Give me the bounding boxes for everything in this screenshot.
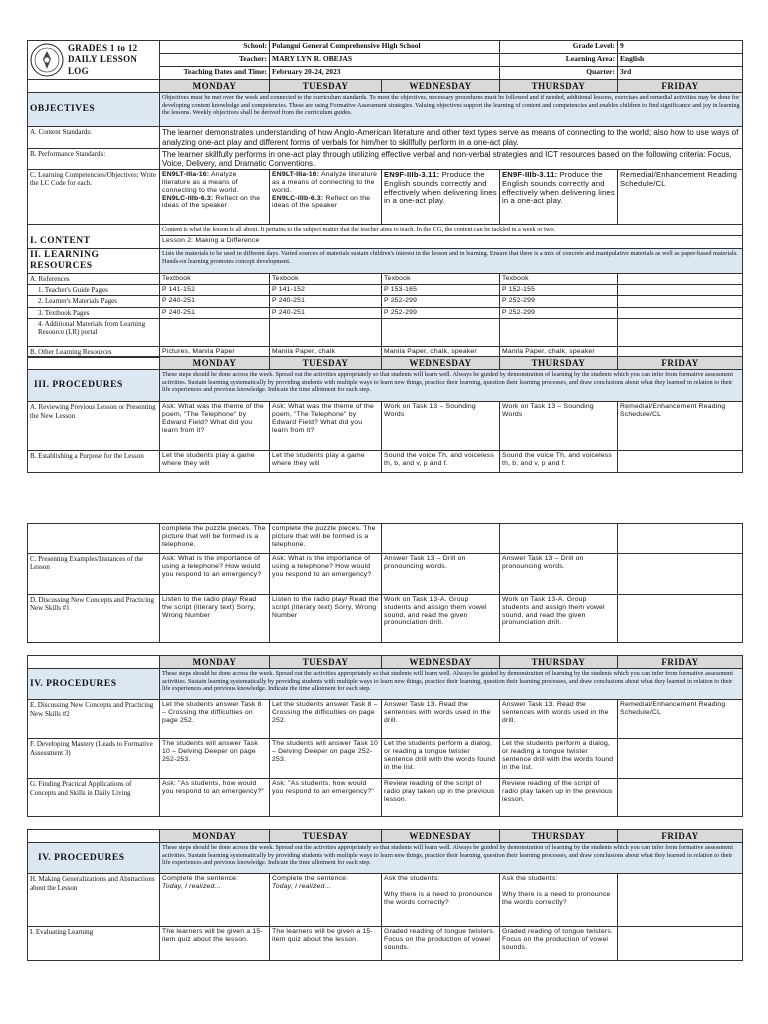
step-g-wednesday: Review reading of the script of radio play taken up in the previous lesson. — [382, 779, 500, 817]
step-c-tuesday: Ask: What is the importance of using a telephone? How would you respond to an emergency? — [270, 554, 382, 595]
day-tuesday: TUESDAY — [270, 357, 382, 370]
procedures-note: These steps should be done across the week. Spread out the activities appropriately so that students will learn well. Always be guided by demonstration of learning by the students which you can infer from formative assessment activities. Sustain learning systematically by providing students with multiple ways to learn new things, practice their learning, question their learning processes, and draw conclusions about what they learned in relation to their life experiences and previous knowledge. Indicate the time allotment for each step. — [160, 843, 743, 874]
step-e-friday: Remedial/Enhancement Reading Schedule/CL — [618, 700, 743, 739]
lm-tuesday: P 240-251 — [270, 296, 382, 307]
day-tuesday: TUESDAY — [270, 656, 382, 669]
competencies-label: C. Learning Competencies/Objectives: Write the LC Code for each. — [28, 170, 160, 225]
content-heading: I. CONTENT — [28, 235, 160, 248]
step-a-tuesday: Ask: What was the theme of the poem, "The Telephone" by Edward Field? What did you learn from it? — [270, 402, 382, 451]
procedures-table-1 — [27, 356, 743, 473]
ref-thursday: Texbook — [500, 273, 618, 284]
step-g-tuesday: Ask: "As students, how would you respond to an emergency?" — [270, 779, 382, 817]
step-i-thursday: Graded reading of tongue twisters. Focus on the production of vowel sounds. — [500, 927, 618, 961]
step-i-tuesday: The learners will be given a 15-item quiz about the lesson. — [270, 927, 382, 961]
quarter-value: 3rd — [618, 67, 743, 80]
dates-label: Teaching Dates and Time: — [160, 67, 270, 80]
step-b-wednesday: Sound the voice Th, and voiceless th, b, and v, p and f. — [382, 451, 500, 473]
other-tuesday: Manila Paper, chalk — [270, 346, 382, 357]
step-a-wednesday: Work on Task 13 – Sounding Words — [382, 402, 500, 451]
step-b-monday: Let the students play a game where they will — [160, 451, 270, 473]
step-e-wednesday: Answer Task 13. Read the sentences with words used in the drill. — [382, 700, 500, 739]
step-d-tuesday: Listen to the radio play/ Read the script (literary text) Sorry, Wrong Number — [270, 595, 382, 643]
title-block — [28, 41, 160, 80]
step-h-thursday: Ask the students: Why there is a need to pronounce the words correctly? — [500, 874, 618, 927]
day-friday: FRIDAY — [618, 357, 743, 370]
step-b-cont-monday: complete the puzzle pieces. The picture that will be formed is a telephone. — [160, 524, 270, 554]
quarter-label: Quarter: — [500, 67, 618, 80]
references-label: A. References — [28, 273, 160, 284]
step-b-label: B. Establishing a Purpose for the Lesson — [28, 451, 160, 473]
title-line-3: LOG — [68, 65, 89, 76]
day-friday: FRIDAY — [618, 830, 743, 843]
step-c-thursday: Answer Task 13 – Drill on pronouncing words. — [500, 554, 618, 595]
competency-friday: Remedial/Enhancement Reading Schedule/CL — [618, 170, 743, 225]
day-wednesday: WEDNESDAY — [382, 830, 500, 843]
day-monday: MONDAY — [160, 357, 270, 370]
step-h-label: H. Making Generalizations and Abstractions about the Lesson — [28, 874, 160, 927]
step-h-wednesday: Ask the students: Why there is a need to pronounce the words correctly? — [382, 874, 500, 927]
other-monday: Pictures, Manila Paper — [160, 346, 270, 357]
step-h-tuesday: Complete the sentence: Today, I realized... — [270, 874, 382, 927]
step-f-tuesday: The students will answer Task 10 – Delving Deeper on page 252-253. — [270, 739, 382, 779]
step-i-wednesday: Graded reading of tongue twisters. Focus on the production of vowel sounds. — [382, 927, 500, 961]
step-e-tuesday: Let the students answer Task 8 – Crossing the difficulties on page 252. — [270, 700, 382, 739]
tb-thursday: P 252-299 — [500, 307, 618, 318]
step-b-tuesday: Let the students play a game where they will — [270, 451, 382, 473]
step-e-thursday: Answer Task 13. Read the sentences with words used in the drill. — [500, 700, 618, 739]
grade-value: 9 — [618, 41, 743, 54]
procedures-table-3 — [27, 655, 743, 817]
step-b-thursday: Sound the voice Th, and voiceless th, b, and v, p and f. — [500, 451, 618, 473]
day-friday: FRIDAY — [618, 80, 743, 93]
resources-heading: II. LEARNING RESOURCES — [28, 249, 160, 274]
teacher-value: MARY LYN R. OBEJAS — [270, 54, 500, 67]
tb-tuesday: P 240-251 — [270, 307, 382, 318]
step-h-monday: Complete the sentence: Today, I realized... — [160, 874, 270, 927]
tg-monday: P 141-152 — [160, 285, 270, 296]
day-thursday: THURSDAY — [500, 357, 618, 370]
step-d-wednesday: Work on Task 13-A. Group students and assign them vowel sound, and read the given pronunciation drill. — [382, 595, 500, 643]
title-line-1: GRADES 1 to 12 — [68, 43, 138, 54]
additional-materials-label: 4. Additional Materials from Learning Resource (LR) portal — [28, 318, 160, 346]
step-f-label: F. Developing Mastery (Leads to Formative Assessment 3) — [28, 739, 160, 779]
day-tuesday: TUESDAY — [270, 80, 382, 93]
day-wednesday: WEDNESDAY — [382, 656, 500, 669]
step-c-wednesday: Answer Task 13 – Drill on pronouncing words. — [382, 554, 500, 595]
day-thursday: THURSDAY — [500, 830, 618, 843]
step-e-monday: Let the students answer Task 8 – Crossing the difficulties on page 252. — [160, 700, 270, 739]
content-standards-label: A. Content Standards: — [28, 127, 160, 148]
tg-thursday: P 152-155 — [500, 285, 618, 296]
step-d-label: D. Discussing New Concepts and Practicing New Skills #1 — [28, 595, 160, 643]
step-g-monday: Ask: "As students, how would you respond to an emergency?" — [160, 779, 270, 817]
procedures-table-4 — [27, 829, 743, 961]
competency-wednesday: EN9F-IIIb-3.11: Produce the English sounds correctly and effectively when delivering lines in a one-act play. — [382, 170, 500, 225]
ref-tuesday: Texbook — [270, 273, 382, 284]
step-d-thursday: Work on Task 13-A. Group students and assign them vowel sound, and read the given pronunciation drill. — [500, 595, 618, 643]
school-value: Polangui General Comprehensive High School — [270, 41, 500, 54]
step-a-monday: Ask: What was the theme of the poem, "The Telephone" by Edward Field? What did you learn from it? — [160, 402, 270, 451]
procedures-heading: IV. PROCEDURES — [28, 669, 160, 700]
ref-monday: Textbook — [160, 273, 270, 284]
ref-wednesday: Texbook — [382, 273, 500, 284]
tb-monday: P 240-251 — [160, 307, 270, 318]
step-i-monday: The learners will be given a 15-item quiz about the lesson. — [160, 927, 270, 961]
other-wednesday: Manila Paper, chalk, speaker — [382, 346, 500, 357]
day-monday: MONDAY — [160, 656, 270, 669]
performance-standards-value: The learner skillfully performs in one-act play through utilizing effective verbal and non-verbal strategies and ICT resources based on the following criteria: Focus, Voice, Delivery, and Dramatic Conventions. — [160, 148, 743, 169]
tg-wednesday: P 153-165 — [382, 285, 500, 296]
lm-monday: P 240-251 — [160, 296, 270, 307]
day-thursday: THURSDAY — [500, 656, 618, 669]
step-g-thursday: Review reading of the script of radio play taken up in the previous lesson. — [500, 779, 618, 817]
competency-monday: EN9LT-IIIa-16: Analyze literature as a means of connecting to the world. EN9LC-IIIb-6.3: Reflect on the ideas of the speaker — [160, 170, 270, 225]
day-monday: MONDAY — [160, 830, 270, 843]
lm-label: 2. Learner's Materials Pages — [28, 296, 160, 307]
day-wednesday: WEDNESDAY — [382, 80, 500, 93]
lm-wednesday: P 252-299 — [382, 296, 500, 307]
resources-note: Lists the materials to be used in different days. Varied sources of materials sustain children's interest in the lesson and in learning. Ensure that there is a mix of concrete and manipulative materials as well as paper-based materials. Hands-on learning promotes concept development. — [160, 249, 743, 274]
procedures-heading: III. PROCEDURES — [28, 370, 160, 402]
school-label: School: — [160, 41, 270, 54]
other-resources-label: B. Other Learning Resources — [28, 346, 160, 357]
day-monday: MONDAY — [160, 80, 270, 93]
dates-value: February 20-24, 2023 — [270, 67, 500, 80]
content-value: Lesson 2: Making a Difference — [160, 235, 743, 248]
competency-thursday: EN9F-IIIb-3.11: Produce the English sounds correctly and effectively when delivering lines in a one-act play. — [500, 170, 618, 225]
lm-thursday: P 252-299 — [500, 296, 618, 307]
procedures-note: These steps should be done across the week. Spread out the activities appropriately so that students will learn well. Always be guided by demonstration of learning by the students which you can infer from formative assessment activities. Sustain learning systematically by providing students with multiple ways to learn new things, practice their learning, question their learning processes, and draw conclusions about what they learned in relation to their life experiences and previous knowledge. Indicate the time allotment for each step. — [160, 370, 743, 402]
tb-label: 3. Textbook Pages — [28, 307, 160, 318]
procedures-heading: IV. PROCEDURES — [28, 843, 160, 874]
teacher-label: Teacher: — [160, 54, 270, 67]
step-g-label: G. Finding Practical Applications of Concepts and Skills in Daily Living — [28, 779, 160, 817]
deped-seal-icon — [30, 43, 64, 77]
step-b-cont-tuesday: complete the puzzle pieces. The picture that will be formed is a telephone. — [270, 524, 382, 554]
tb-wednesday: P 252-299 — [382, 307, 500, 318]
step-f-thursday: Let the students perform a dialog, or reading a tongue twister sentence drill with the words found in the list. — [500, 739, 618, 779]
tg-tuesday: P 141-152 — [270, 285, 382, 296]
step-f-monday: The students will answer Task 10 – Delving Deeper on page 252-253. — [160, 739, 270, 779]
grade-label: Grade Level: — [500, 41, 618, 54]
step-a-label: A. Reviewing Previous Lesson or Presenting the New Lesson — [28, 402, 160, 451]
procedures-table-2 — [27, 523, 743, 643]
step-c-monday: Ask: What is the importance of using a telephone? How would you respond to an emergency? — [160, 554, 270, 595]
day-thursday: THURSDAY — [500, 80, 618, 93]
area-value: English — [618, 54, 743, 67]
step-a-thursday: Work on Task 13 – Sounding Words — [500, 402, 618, 451]
title-line-2: DAILY LESSON — [68, 54, 138, 65]
step-c-label: C. Presenting Examples/Instances of the Lesson — [28, 554, 160, 595]
performance-standards-label: B. Performance Standards: — [28, 148, 160, 169]
day-tuesday: TUESDAY — [270, 830, 382, 843]
objectives-heading: OBJECTIVES — [28, 93, 160, 127]
procedures-note: These steps should be done across the week. Spread out the activities appropriately so that students will learn well. Always be guided by demonstration of learning by the students which you can infer from formative assessment activities. Sustain learning systematically by providing students with multiple ways to learn new things, practice their learning, question their learning processes, and draw conclusions about what they learned in relation to their life experiences and previous knowledge. Indicate the time allotment for each step. — [160, 669, 743, 700]
step-d-monday: Listen to the radio play/ Read the script (literary text) Sorry, Wrong Number — [160, 595, 270, 643]
other-thursday: Manila Paper, chalk, speaker — [500, 346, 618, 357]
tg-label: 1. Teacher's Guide Pages — [28, 285, 160, 296]
area-label: Learning Area: — [500, 54, 618, 67]
step-e-label: E. Discussing New Concepts and Practicing New Skills #2 — [28, 700, 160, 739]
day-friday: FRIDAY — [618, 656, 743, 669]
dll-header-table — [27, 40, 743, 358]
content-note: Content is what the lesson is all about. It pertains to the subject matter that the teacher aims to teach. In the CG, the content can be tackled in a week or two. — [160, 225, 743, 236]
day-wednesday: WEDNESDAY — [382, 357, 500, 370]
competency-tuesday: EN9LT-IIIa-16: Analyze literature as a means of connecting to the world. EN9LC-IIIb-6.3: Reflect on the ideas of the speaker — [270, 170, 382, 225]
content-standards-value: The learner demonstrates understanding of how Anglo-American literature and other text types serve as means of connecting to the world; also how to use ways of analyzing one-act play and different forms of verbals for him/her to skillfully perform in a one-act play. — [160, 127, 743, 148]
step-a-friday: Remedial/Enhancement Reading Schedule/CL — [618, 402, 743, 451]
objectives-note: Objectives must be met over the week and connected to the curriculum standards. To meet the objectives, necessary procedures must be followed and if needed, additional lessons, exercises and remedial activities may be done for developing content knowledge and competencies. These are using Formative Assessment strategies. Valuing objectives support the learning of content and competencies and enables children to find significance and joy in learning the lessons. Weekly objectives shall be derived from the curriculum guides. — [160, 93, 743, 127]
step-f-wednesday: Let the students perform a dialog, or reading a tongue twister sentence drill with the words found in the list. — [382, 739, 500, 779]
step-i-label: I. Evaluating Learning — [28, 927, 160, 961]
